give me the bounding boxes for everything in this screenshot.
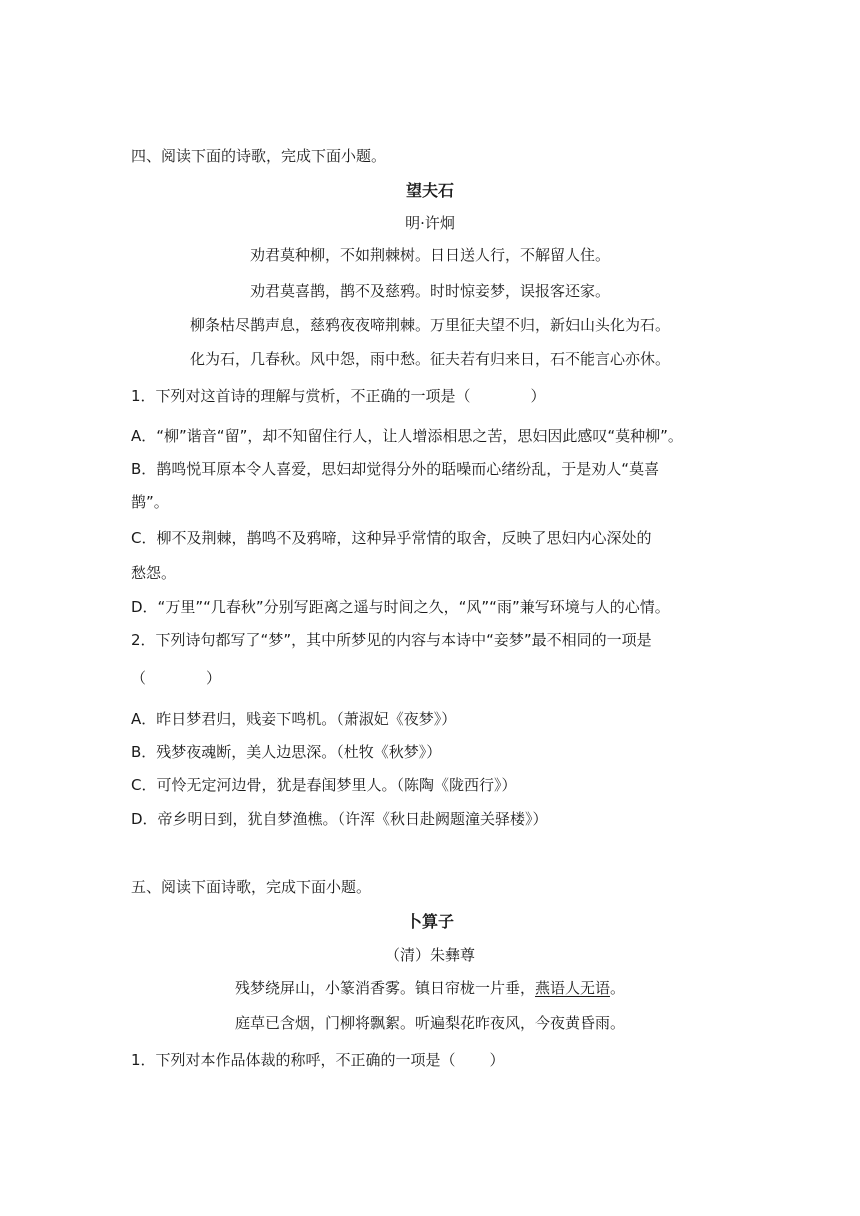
poem2-line-1 xyxy=(0,977,860,999)
option-4-1-b-line1: B．鹊鸣悦耳原本令人喜爱，思妇却觉得分外的聒噪而心绪纷乱，于是劝人“莫喜 xyxy=(131,460,660,478)
question-4-2-answer-paren xyxy=(131,667,221,689)
option-4-2-b: B．残梦夜魂断，美人边思深。（杜牧《秋梦》） xyxy=(131,743,442,761)
question-4-2-stem: 2．下列诗句都写了“梦”，其中所梦见的内容与本诗中“妾梦”最不相同的一项是 xyxy=(131,631,652,649)
poem2-line-1-pre: 残梦绕屏山，小篆消香雾。镇日帘栊一片垂， xyxy=(234,979,535,997)
poem1-author: 明·许炯 xyxy=(405,214,455,232)
option-4-1-b-line2: 鹊”。 xyxy=(131,493,169,511)
question-4-1-stem xyxy=(131,385,546,407)
question-stem-close: ） xyxy=(530,387,546,405)
poem2-title: 卜算子 xyxy=(405,912,454,931)
option-4-1-d: D．“万里”“几春秋”分别写距离之遥与时间之久，“风”“雨”兼写环境与人的心情。 xyxy=(131,598,670,616)
option-4-2-d: D．帝乡明日到，犹自梦渔樵。（许浑《秋日赴阙题潼关驿楼》） xyxy=(131,810,548,828)
section4-heading: 四、阅读下面的诗歌，完成下面小题。 xyxy=(131,147,387,165)
poem2-line-1-post: 。 xyxy=(610,979,626,997)
section5-heading: 五、阅读下面诗歌，完成下面小题。 xyxy=(131,878,372,896)
poem2-line-2: 庭草已含烟，门柳将飘絮。听遍梨花昨夜风，今夜黄昏雨。 xyxy=(234,1014,625,1032)
paren-open: （ xyxy=(131,669,147,687)
underlined-phrase: 燕语人无语 xyxy=(534,979,610,997)
question-stem-close: ） xyxy=(489,1051,505,1069)
option-4-2-a: A．昨日梦君归，贱妾下鸣机。（萧淑妃《夜梦》） xyxy=(131,710,457,728)
poem1-title: 望夫石 xyxy=(405,181,454,200)
poem1-line-1: 劝君莫种柳，不如荆棘树。日日送人行，不解留人住。 xyxy=(249,246,610,264)
option-4-1-c-line2: 愁怨。 xyxy=(131,564,177,582)
poem1-line-3: 柳条枯尽鹊声息，慈鸦夜夜啼荆棘。万里征夫望不归，新妇山头化为石。 xyxy=(189,316,670,334)
question-stem-text: 1．下列对本作品体裁的称呼，不正确的一项是（ xyxy=(131,1051,456,1069)
option-4-2-c: C．可怜无定河边骨，犹是春闺梦里人。（陈陶《陇西行》） xyxy=(131,776,517,794)
option-4-1-c-line1: C．柳不及荆棘，鹊鸣不及鸦啼，这种异乎常情的取舍，反映了思妇内心深处的 xyxy=(131,529,652,547)
question-5-1-stem xyxy=(131,1049,505,1071)
question-stem-text: 1．下列对这首诗的理解与赏析，不正确的一项是（ xyxy=(131,387,471,405)
paren-close: ） xyxy=(206,669,222,687)
poem2-author: （清）朱彝尊 xyxy=(384,946,475,964)
option-4-1-a: A．“柳”谐音“留”，却不知留住行人，让人增添相思之苦，思妇因此感叹“莫种柳”。 xyxy=(131,427,683,445)
poem1-line-4: 化为石，几春秋。风中怨，雨中愁。征夫若有归来日，石不能言心亦休。 xyxy=(189,350,670,368)
poem1-line-2: 劝君莫喜鹊，鹊不及慈鸦。时时惊妾梦，误报客还家。 xyxy=(249,282,610,300)
